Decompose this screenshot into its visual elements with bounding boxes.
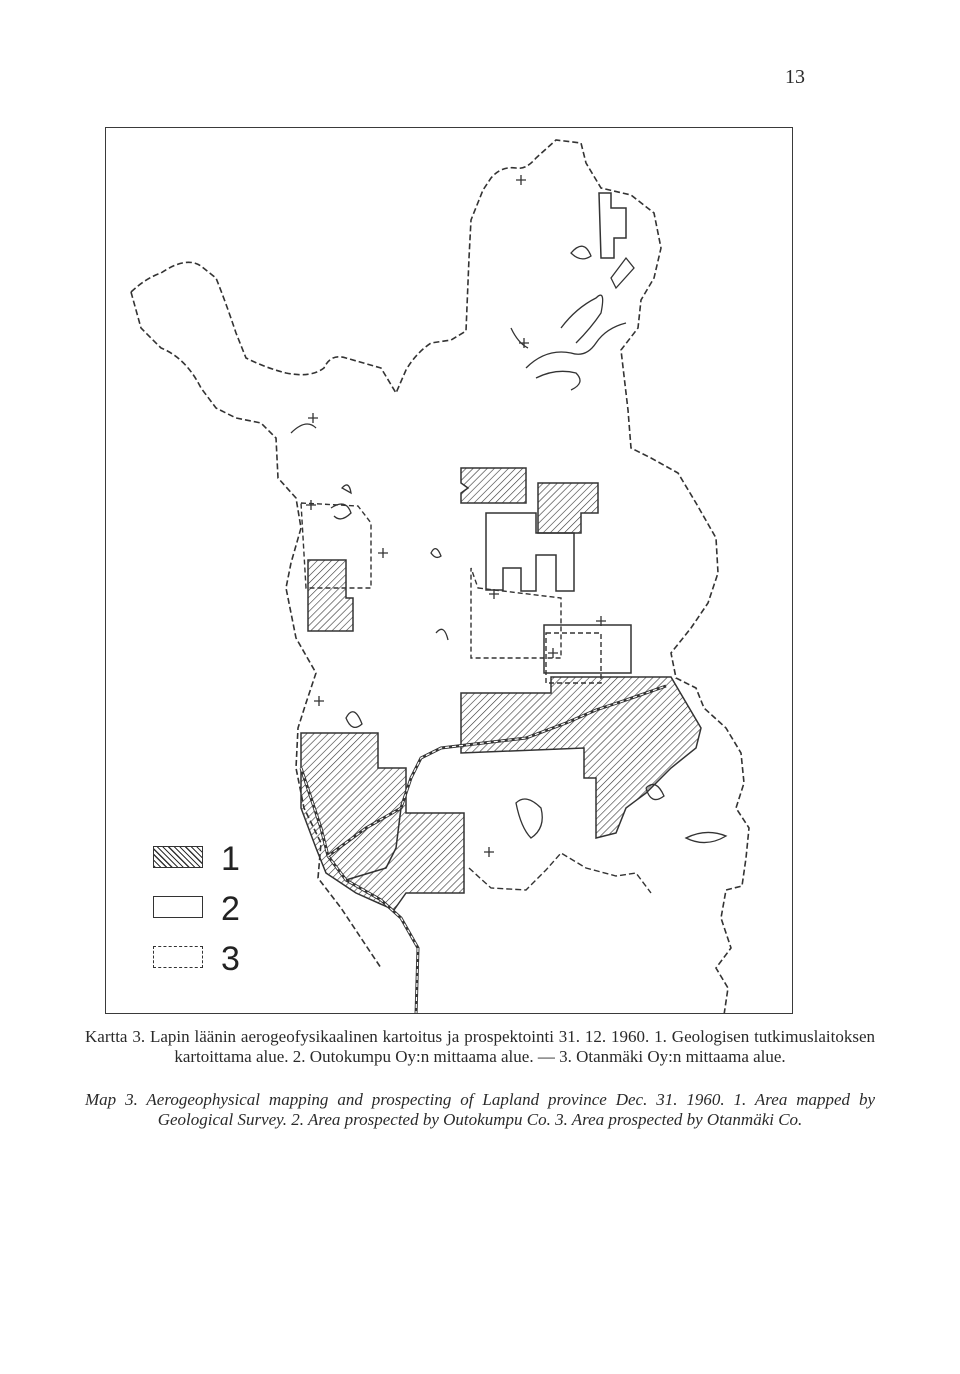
page-number: 13 [785,66,805,88]
caption-finnish: Kartta 3. Lapin läänin aerogeofysikaalinen kartoitus ja prospektointi 31. 12. 1960. 1. Geologisen tutkimuslaitoksen kartoittama alue. 2. Outokumpu Oy:n mittaama alue. — 3. Otanmäki Oy:n mittaama alue. [85,1027,875,1066]
legend-swatch-solid [153,896,203,918]
legend-label-1: 1 [221,840,240,878]
province-boundary-south [469,853,651,893]
lapland-map [106,128,793,1014]
legend-swatch-hatched [153,846,203,868]
caption-english: Map 3. Aerogeophysical mapping and prospecting of Lapland province Dec. 31. 1960. 1. Area mapped by Geological Survey. 2. Area prospected by Outokumpu Co. 3. Area prospected by Otanmäki Co. [85,1090,875,1129]
legend-label-2: 2 [221,890,240,928]
legend-label-3: 3 [221,940,240,978]
map-frame [105,127,793,1014]
geological-survey-areas [301,468,701,910]
outokumpu-areas [486,193,631,673]
legend-swatch-dashed [153,946,203,968]
